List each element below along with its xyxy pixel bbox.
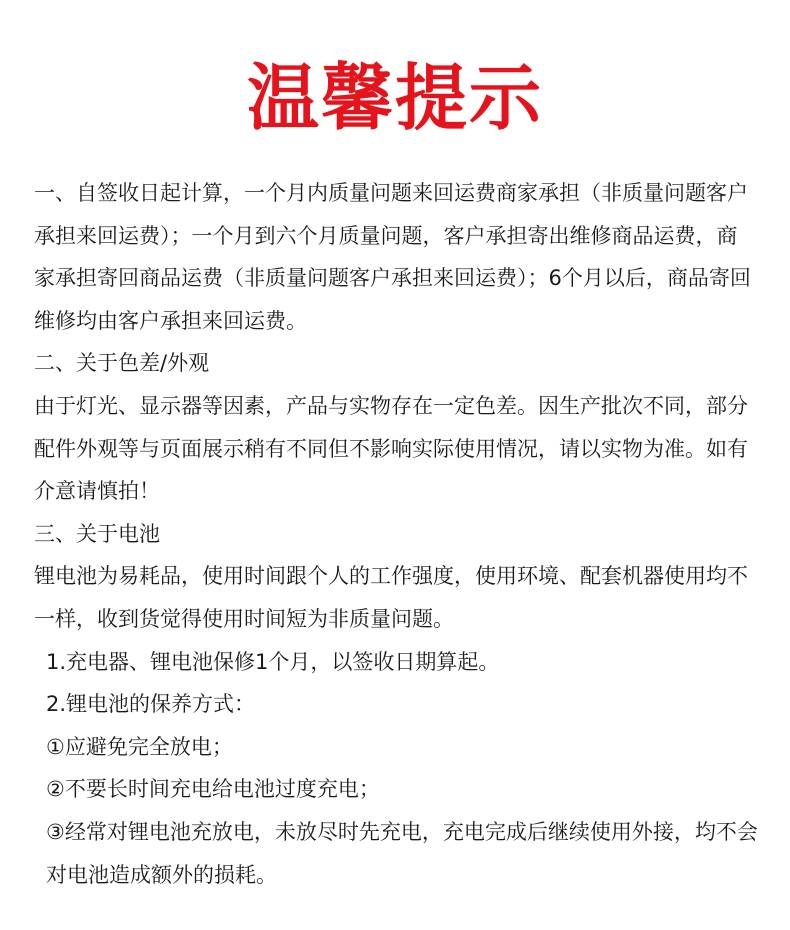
maintenance-tip-2: ②不要长时间充电给电池过度充电； (46, 777, 380, 802)
section-2-heading: 二、关于色差/外观 (34, 351, 210, 376)
notice-content (34, 172, 758, 896)
section-3-body: 锂电池为易耗品，使用时间跟个人的工作强度，使用环境、配套机器使用均不一样，收到货觉得使用时间短为非质量问题。 (34, 564, 748, 631)
section-2-body: 由于灯光、显示器等因素，产品与实物存在一定色差。因生产批次不同，部分配件外观等与页面展示稍有不同但不影响实际使用情况，请以实物为准。如有介意请慎拍！ (34, 393, 748, 504)
maintenance-tip-1: ①应避免完全放电； (46, 734, 233, 759)
maintenance-tip-3: ③经常对锂电池充放电，未放尽时先充电，充电完成后继续使用外接，均不会对电池造成额外的损耗。 (46, 819, 758, 887)
battery-maintenance-item: 2.锂电池的保养方式： (46, 692, 256, 717)
battery-warranty-item: 1.充电器、锂电池保修1个月，以签收日期算起。 (46, 649, 500, 674)
page-title: 温馨提示 (246, 56, 543, 140)
section-3-heading: 三、关于电池 (34, 521, 160, 546)
section-1-return-shipping: 一、自签收日起计算，一个月内质量问题来回运费商家承担（非质量问题客户承担来回运费）；一个月到六个月质量问题，客户承担寄出维修商品运费，商家承担寄回商品运费（非质量问题客户承担来回运费）；6个月以后，商品寄回维修均由客户承担来回运费。 (34, 181, 751, 333)
